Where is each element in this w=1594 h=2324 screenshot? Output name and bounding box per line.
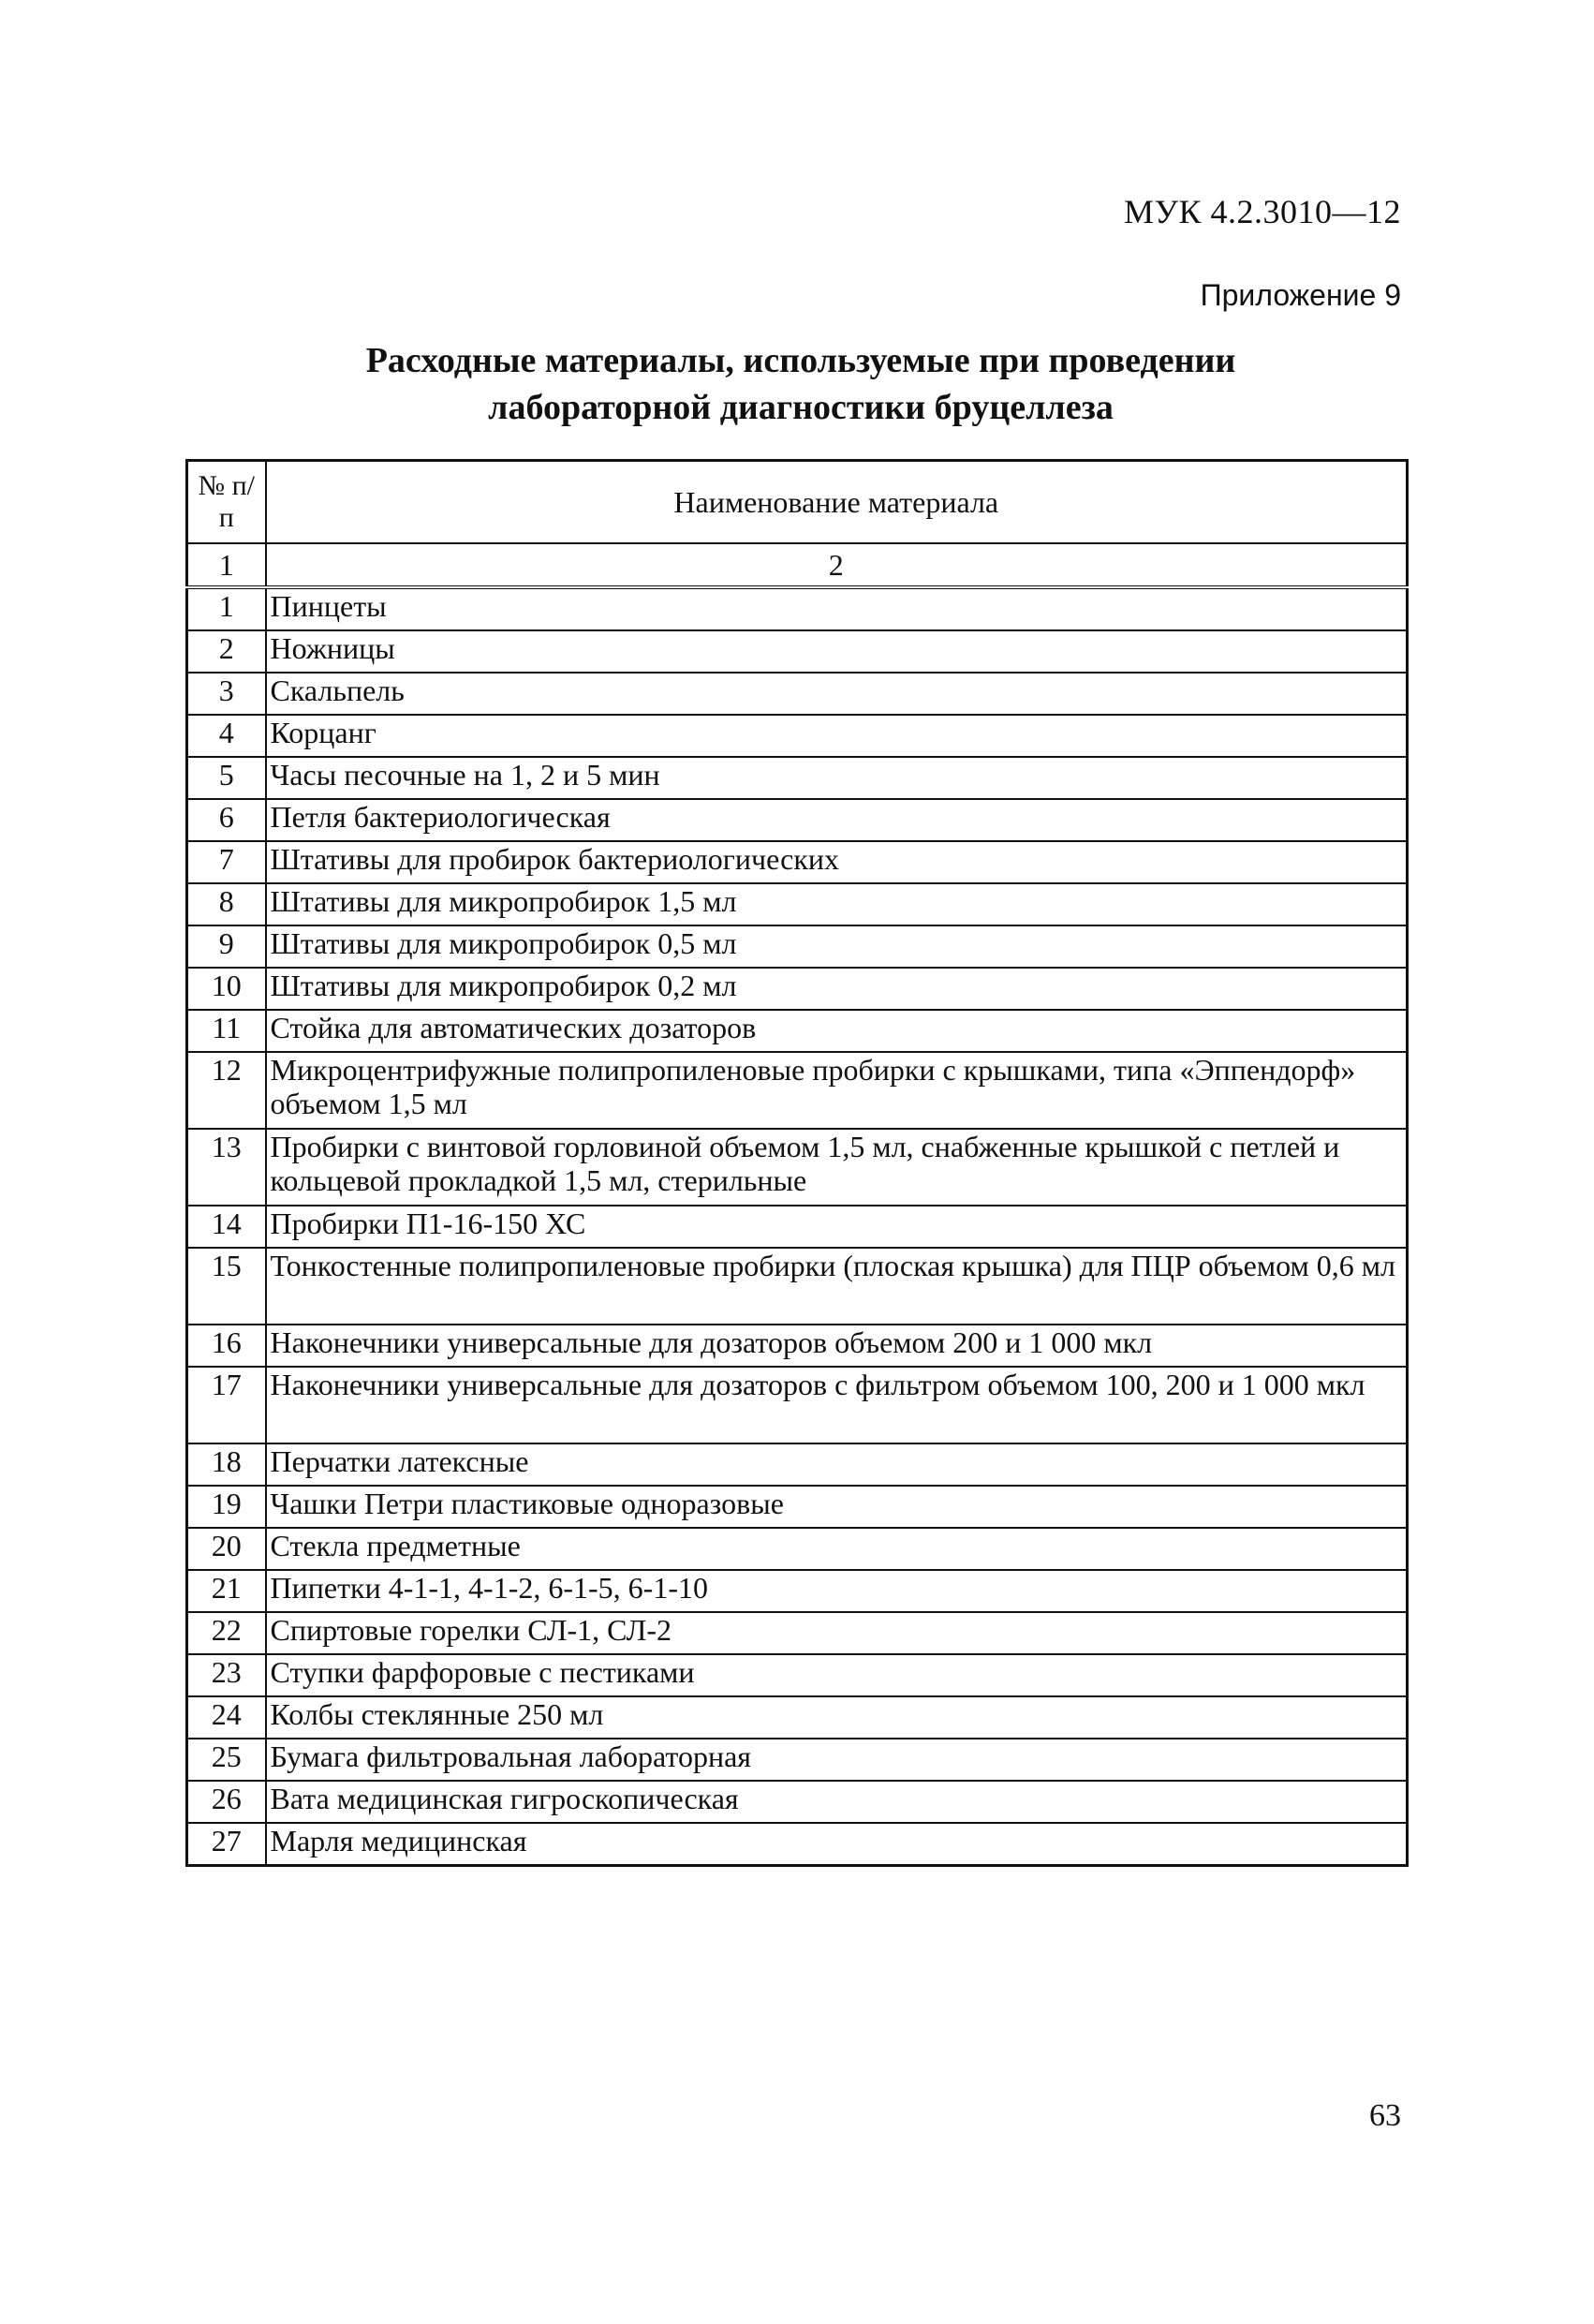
row-number: 15 xyxy=(187,1248,266,1325)
material-name: Стойка для автоматических дозаторов xyxy=(266,1010,1408,1052)
table-row xyxy=(187,925,1408,968)
row-number: 7 xyxy=(187,841,266,883)
table-row xyxy=(187,1206,1408,1248)
table-row xyxy=(187,1739,1408,1781)
table-row xyxy=(187,1570,1408,1612)
material-name: Штативы для микропробирок 0,2 мл xyxy=(266,968,1408,1010)
row-number: 11 xyxy=(187,1010,266,1052)
column-header-name: Наименование материала xyxy=(266,461,1408,544)
row-number: 10 xyxy=(187,968,266,1010)
row-number: 3 xyxy=(187,673,266,715)
table-row xyxy=(187,1443,1408,1486)
table-row xyxy=(187,883,1408,925)
document-code: МУК 4.2.3010—12 xyxy=(1123,193,1401,230)
table-row xyxy=(187,1367,1408,1443)
table-row xyxy=(187,1052,1408,1129)
table-column-index-row xyxy=(187,543,1408,587)
row-number: 20 xyxy=(187,1528,266,1570)
row-number: 18 xyxy=(187,1443,266,1486)
row-number: 6 xyxy=(187,799,266,841)
row-number: 22 xyxy=(187,1612,266,1654)
material-name: Чашки Петри пластиковые одноразовые xyxy=(266,1486,1408,1528)
material-name: Стекла предметные xyxy=(266,1528,1408,1570)
document-title xyxy=(272,337,1330,431)
column-index-number: 1 xyxy=(187,543,266,587)
row-number: 27 xyxy=(187,1823,266,1866)
material-name: Пробирки П1-16-150 ХС xyxy=(266,1206,1408,1248)
material-name: Пипетки 4-1-1, 4-1-2, 6-1-5, 6-1-10 xyxy=(266,1570,1408,1612)
materials-table-container xyxy=(185,459,1409,1867)
table-row xyxy=(187,799,1408,841)
material-name: Бумага фильтровальная лабораторная xyxy=(266,1739,1408,1781)
material-name: Перчатки латексные xyxy=(266,1443,1408,1486)
table-row xyxy=(187,757,1408,799)
row-number: 24 xyxy=(187,1696,266,1739)
row-number: 8 xyxy=(187,883,266,925)
row-number: 1 xyxy=(187,587,266,630)
material-name: Марля медицинская xyxy=(266,1823,1408,1866)
table-row xyxy=(187,587,1408,630)
appendix-label: Приложение 9 xyxy=(1200,278,1401,312)
column-index-name: 2 xyxy=(266,543,1408,587)
row-number: 23 xyxy=(187,1654,266,1696)
material-name: Наконечники универсальные для дозаторов объемом 200 и 1 000 мкл xyxy=(266,1325,1408,1367)
row-number: 2 xyxy=(187,630,266,673)
material-name: Петля бактериологическая xyxy=(266,799,1408,841)
row-number: 9 xyxy=(187,925,266,968)
table-row xyxy=(187,1486,1408,1528)
row-number: 14 xyxy=(187,1206,266,1248)
table-row xyxy=(187,1325,1408,1367)
table-row xyxy=(187,715,1408,757)
materials-table xyxy=(185,459,1409,1867)
page-number: 63 xyxy=(1369,2098,1401,2133)
table-row xyxy=(187,968,1408,1010)
material-name: Штативы для пробирок бактериологических xyxy=(266,841,1408,883)
table-row xyxy=(187,1823,1408,1866)
table-row xyxy=(187,1696,1408,1739)
table-row xyxy=(187,1248,1408,1325)
material-name: Корцанг xyxy=(266,715,1408,757)
row-number: 12 xyxy=(187,1052,266,1129)
row-number: 16 xyxy=(187,1325,266,1367)
column-header-number: № п/п xyxy=(187,461,266,544)
document-title-line-1: Расходные материалы, используемые при проведении xyxy=(365,341,1236,380)
table-body xyxy=(187,587,1408,1866)
material-name: Ступки фарфоровые с пестиками xyxy=(266,1654,1408,1696)
row-number: 26 xyxy=(187,1781,266,1823)
row-number: 5 xyxy=(187,757,266,799)
material-name: Штативы для микропробирок 1,5 мл xyxy=(266,883,1408,925)
table-row xyxy=(187,673,1408,715)
material-name: Пинцеты xyxy=(266,587,1408,630)
material-name: Тонкостенные полипропиленовые пробирки (плоская крышка) для ПЦР объемом 0,6 мл xyxy=(266,1248,1408,1325)
material-name: Наконечники универсальные для дозаторов с фильтром объемом 100, 200 и 1 000 мкл xyxy=(266,1367,1408,1443)
table-row xyxy=(187,1654,1408,1696)
table-row xyxy=(187,1528,1408,1570)
material-name: Часы песочные на 1, 2 и 5 мин xyxy=(266,757,1408,799)
table-row xyxy=(187,1129,1408,1206)
table-header-row xyxy=(187,461,1408,544)
table-row xyxy=(187,1010,1408,1052)
table-row xyxy=(187,1612,1408,1654)
row-number: 13 xyxy=(187,1129,266,1206)
table-row xyxy=(187,630,1408,673)
material-name: Микроцентрифужные полипропиленовые пробирки с крышками, типа «Эппендорф» объемом 1,5 мл xyxy=(266,1052,1408,1129)
material-name: Спиртовые горелки СЛ-1, СЛ-2 xyxy=(266,1612,1408,1654)
row-number: 21 xyxy=(187,1570,266,1612)
material-name: Скальпель xyxy=(266,673,1408,715)
material-name: Пробирки с винтовой горловиной объемом 1,5 мл, снабженные крышкой с петлей и кольцевой прокладкой 1,5 мл, стерильные xyxy=(266,1129,1408,1206)
row-number: 4 xyxy=(187,715,266,757)
table-row xyxy=(187,841,1408,883)
material-name: Вата медицинская гигроскопическая xyxy=(266,1781,1408,1823)
table-row xyxy=(187,1781,1408,1823)
row-number: 19 xyxy=(187,1486,266,1528)
document-title-line-2: лабораторной диагностики бруцеллеза xyxy=(488,388,1114,427)
material-name: Ножницы xyxy=(266,630,1408,673)
material-name: Колбы стеклянные 250 мл xyxy=(266,1696,1408,1739)
row-number: 17 xyxy=(187,1367,266,1443)
row-number: 25 xyxy=(187,1739,266,1781)
material-name: Штативы для микропробирок 0,5 мл xyxy=(266,925,1408,968)
